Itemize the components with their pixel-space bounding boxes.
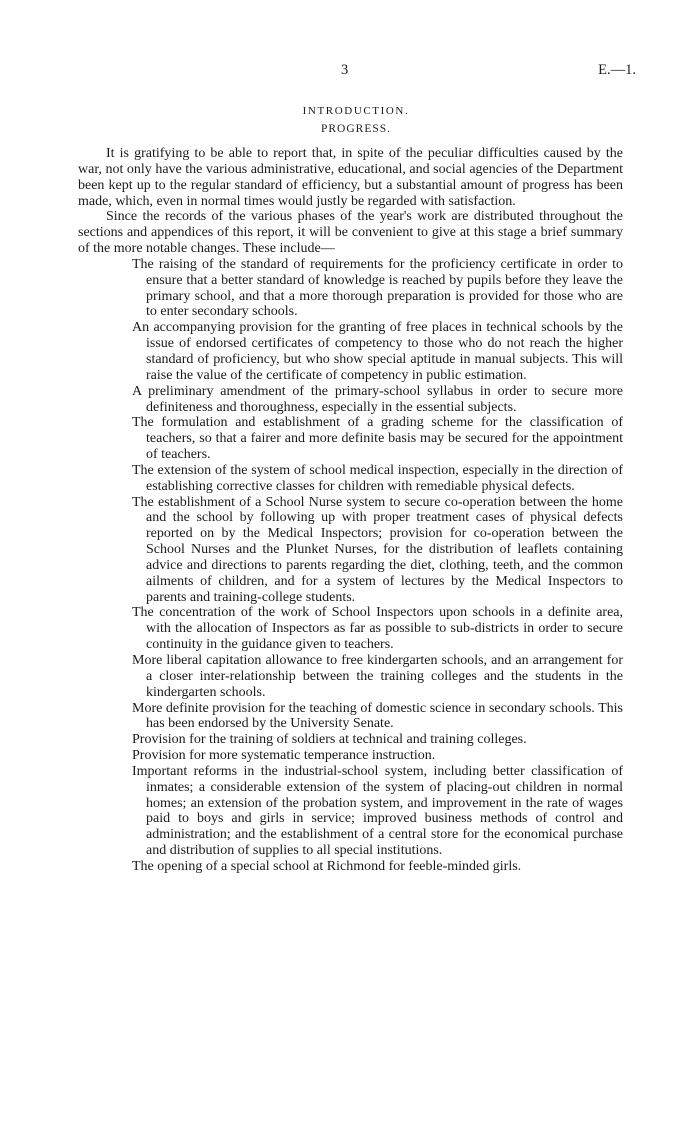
list-item: Provision for more systematic temperance instruction. (132, 748, 436, 764)
changes-list-wrapper (66, 257, 623, 875)
list-item: The formulation and establishment of a grading scheme for the classification of teachers, so that a fairer and more definite basis may be secured for the appointment of teachers. (132, 415, 623, 463)
body-text (78, 146, 623, 875)
page-number: 3 (341, 62, 349, 78)
section-title: INTRODUCTION. (302, 105, 410, 117)
paragraph: Since the records of the various phases of the year's work are distributed throughout the sections and appendices of this report, it will be convenient to give at this stage a brief summary of the more notable changes. These include— (78, 209, 623, 257)
list-item: Provision for the training of soldiers at technical and training colleges. (132, 732, 527, 748)
page-header (0, 62, 700, 82)
list-item: The extension of the system of school medical inspection, especially in the direction of establishing corrective classes for children with remediable physical defects. (132, 462, 623, 494)
list-item: More liberal capitation allowance to free kindergarten schools, and an arrangement for a closer inter-relationship between the training colleges and the students in the kindergarten schools. (132, 653, 623, 700)
paragraph: It is gratifying to be able to report that, in spite of the peculiar difficulties caused by the war, not only have the various administrative, educational, and social agencies of the Department been kept up to the regular standard of efficiency, but a substantial amount of progress has been made, which, even in normal times would justly be regarded with satisfaction. (78, 146, 623, 209)
list-item: More definite provision for the teaching of domestic science in secondary schools. This has been endorsed by the University Senate. (132, 700, 623, 732)
subsection-title: PROGRESS. (320, 123, 392, 135)
document-reference: E.—1. (598, 62, 636, 78)
list-item: The concentration of the work of School Inspectors upon schools in a definite area, with the allocation of Inspectors as far as possible to sub-districts in order to secure continuity in the guidance given to teachers. (132, 605, 623, 653)
changes-list (66, 257, 623, 875)
list-item: Important reforms in the industrial-school system, including better classification of inmates; a considerable extension of the system of placing-out children in normal homes; an extension of the probation system, and improvement in the rate of wages paid to boys and girls in service; improved business methods of control and administration; and the establishment of a central store for the economical purchase and distribution of supplies to all special institutions. (132, 763, 623, 859)
list-item: The raising of the standard of requirements for the proficiency certificate in order to ensure that a better standard of knowledge is reached by pupils before they leave the primary school, and that a more thorough preparation is provided for those who are to enter secondary schools. (132, 256, 623, 320)
list-item: The establishment of a School Nurse system to secure co-operation between the home and the school by following up with proper treatment cases of physical defects reported on by the Medical Inspectors; provision for co-operation between the School Nurses and the Plunket Nurses, for the distribution of leaflets containing advice and directions to parents regarding the diet, clothing, teeth, and the common ailments of children, and for a system of lectures by the Medical Inspectors to parents and training-college students. (132, 494, 623, 605)
list-item: An accompanying provision for the granting of free places in technical schools by the issue of endorsed certificates of competency to those who do not reach the higher standard of proficiency, but who show special aptitude in manual subjects. This will raise the value of the certificate of competency in public estimation. (132, 320, 623, 383)
list-item: The opening of a special school at Richmond for feeble-minded girls. (132, 858, 522, 874)
list-item: A preliminary amendment of the primary-school syllabus in order to secure more definiteness and thoroughness, especially in the essential subjects. (132, 383, 623, 415)
